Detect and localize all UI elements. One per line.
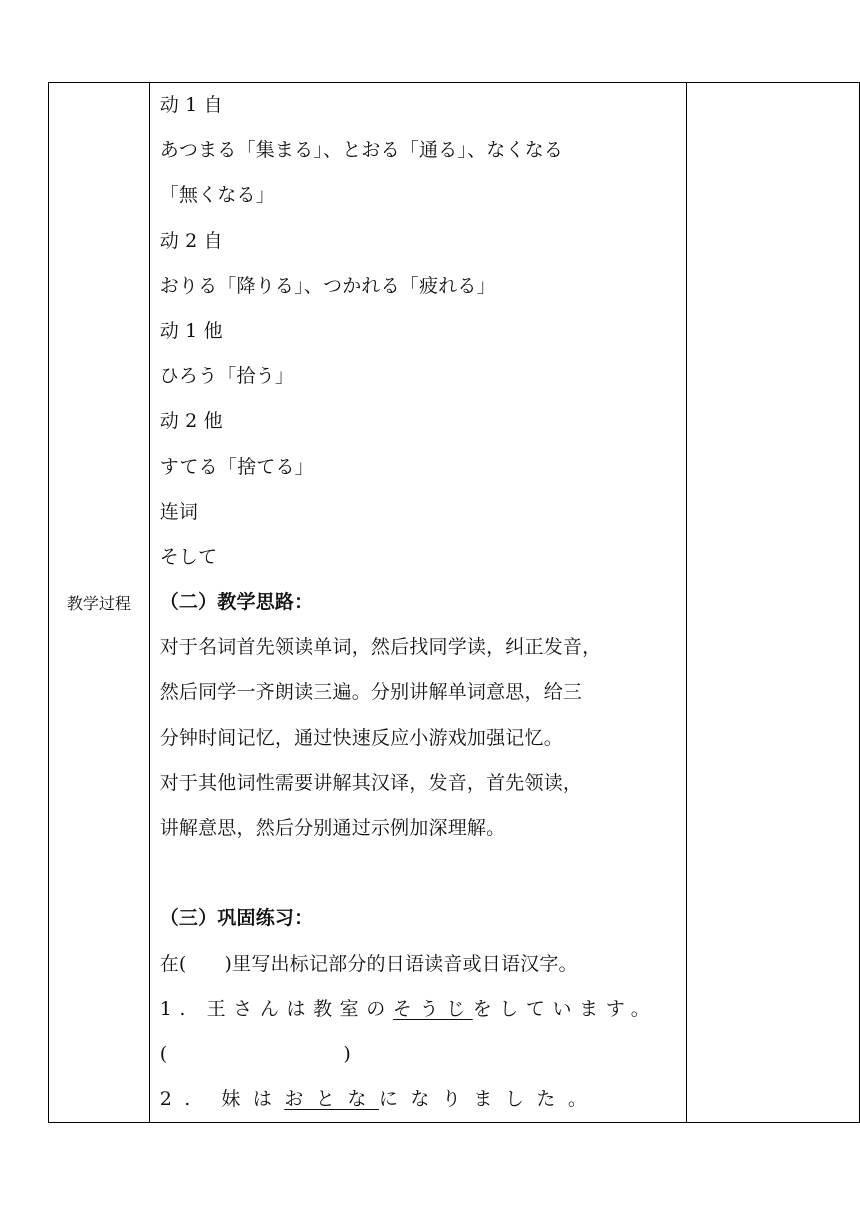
verb2-intransitive-line: おりる「降りる」、つかれる「疲れる」 bbox=[159, 274, 496, 297]
lesson-table bbox=[48, 82, 860, 1123]
approach-paragraph1-line1: 对于名词首先领读单词，然后找同学读，纠正发音， bbox=[159, 636, 602, 659]
row-label-cell bbox=[49, 83, 150, 1123]
notes-cell bbox=[686, 83, 859, 1123]
verb2-transitive-heading: 动 2 他 bbox=[159, 410, 223, 433]
q2-before: 2. 妹は bbox=[159, 1088, 285, 1111]
verb1-intransitive-line1: あつまる「集まる」、とおる「通る」、なくなる bbox=[159, 139, 564, 162]
q2-after: になりました。 bbox=[378, 1088, 600, 1111]
content-cell bbox=[149, 83, 686, 1123]
q1-after: をしています。 bbox=[472, 997, 658, 1020]
question-1 bbox=[160, 987, 686, 1032]
verb1-transitive-heading: 动 1 他 bbox=[159, 319, 223, 342]
instruction-before: 在( bbox=[159, 952, 187, 975]
verb2-transitive-line: すてる「捨てる」 bbox=[159, 455, 314, 478]
table-row bbox=[49, 83, 860, 1123]
approach-paragraph1-line2: 然后同学一齐朗读三遍。分别讲解单词意思，给三 bbox=[159, 681, 583, 704]
question-2 bbox=[160, 1077, 686, 1122]
verb1-intransitive-line2: 「無くなる」 bbox=[159, 184, 275, 207]
approach-paragraph1-line3: 分钟时间记忆，通过快速反应小游戏加强记忆。 bbox=[159, 726, 563, 749]
q1-answer-close: ) bbox=[343, 1042, 351, 1065]
approach-paragraph2-line1: 对于其他词性需要讲解其汉译，发音，首先领读， bbox=[159, 771, 583, 794]
conjunction-heading: 连词 bbox=[159, 500, 199, 523]
exercise-heading: （三）巩固练习： bbox=[159, 907, 314, 930]
row-label: 教学过程 bbox=[66, 594, 131, 614]
conjunction-line: そして bbox=[159, 545, 218, 568]
verb2-intransitive-heading: 动 2 自 bbox=[159, 229, 223, 252]
q1-before: 1. 王さんは教室の bbox=[159, 997, 393, 1020]
approach-heading: （二）教学思路： bbox=[159, 591, 314, 614]
exercise-instruction bbox=[160, 942, 686, 987]
verb1-intransitive-heading: 动 1 自 bbox=[159, 94, 223, 116]
q1-answer-blank bbox=[160, 1032, 686, 1077]
verb1-transitive-line: ひろう「拾う」 bbox=[159, 365, 295, 388]
q2-underlined: おとな bbox=[284, 1088, 379, 1111]
q1-answer-open: ( bbox=[159, 1042, 168, 1065]
spacer bbox=[160, 851, 686, 896]
approach-paragraph2-line2: 讲解意思，然后分别通过示例加深理解。 bbox=[159, 817, 506, 839]
instruction-after: )里写出标记部分的日语读音或日语汉字。 bbox=[224, 952, 578, 975]
q1-underlined: そうじ bbox=[392, 997, 473, 1020]
